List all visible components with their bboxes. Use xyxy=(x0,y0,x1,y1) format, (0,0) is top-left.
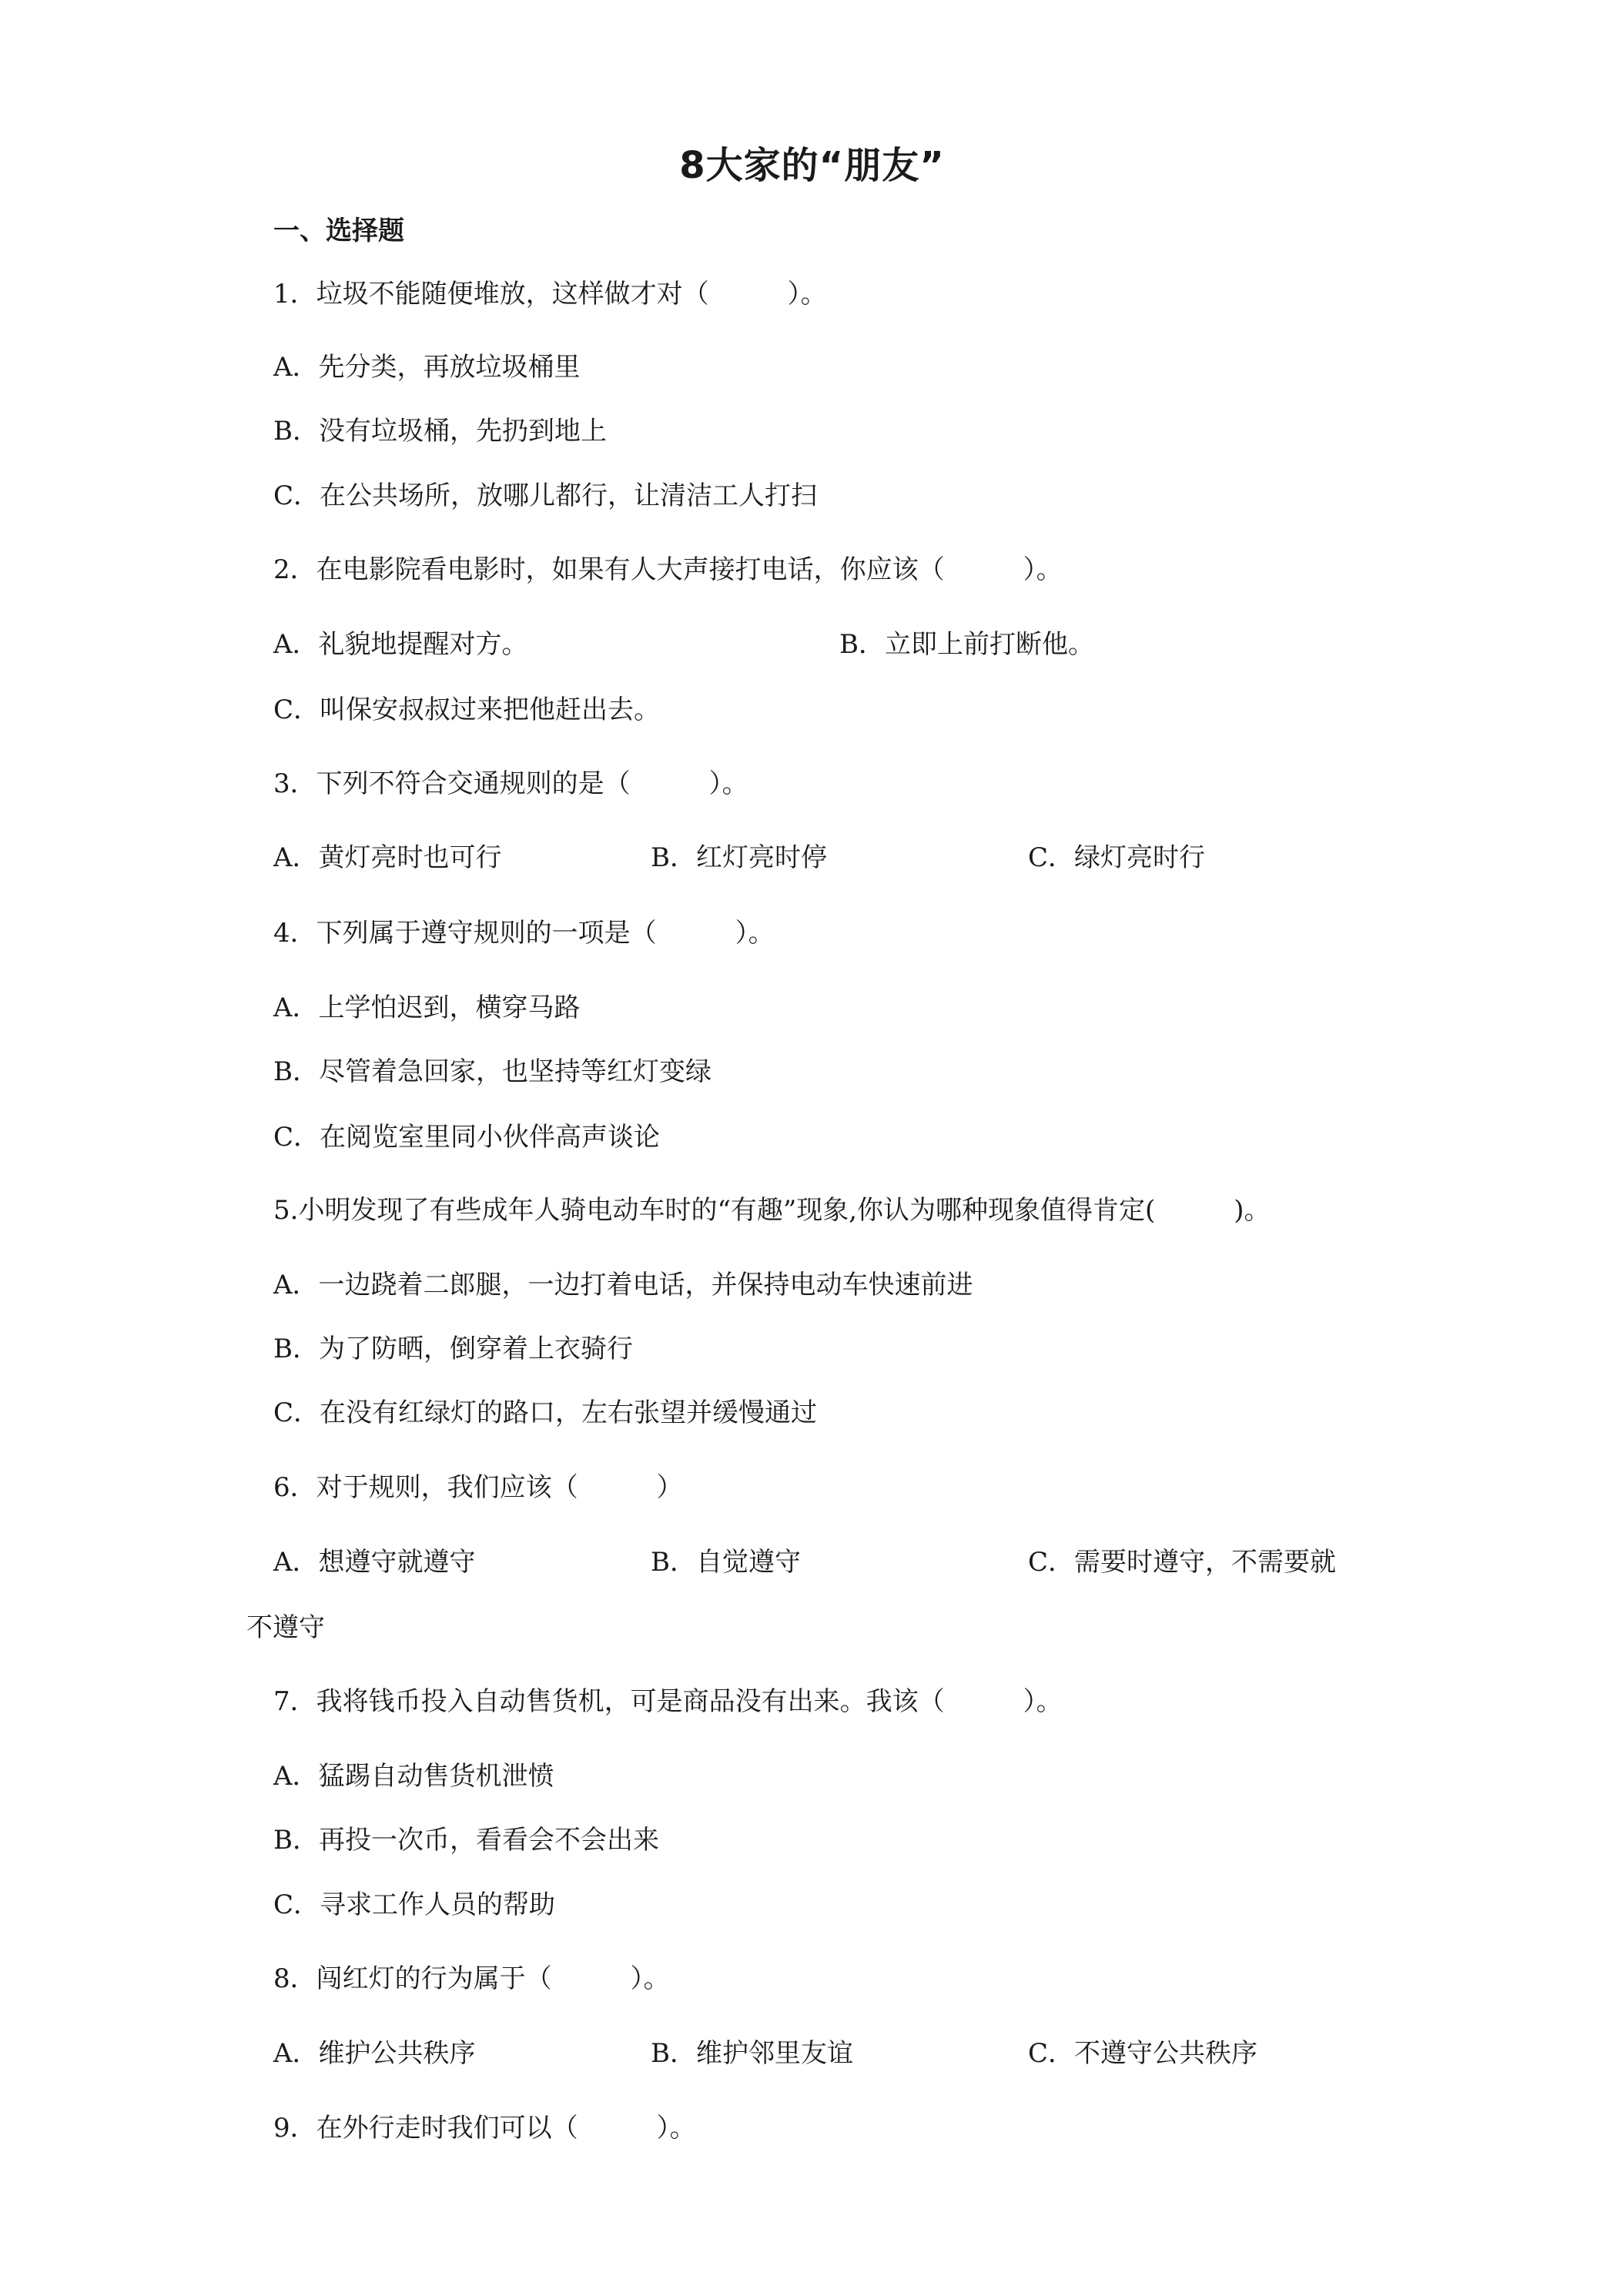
question-8-option-b[interactable]: B．维护邻里友谊 xyxy=(651,2038,853,2069)
question-2-option-b[interactable]: B．立即上前打断他。 xyxy=(839,629,1094,660)
question-5-option-b[interactable]: B．为了防晒，倒穿着上衣骑行 xyxy=(273,1334,633,1364)
question-6-stem: 6．对于规则，我们应该（ ） xyxy=(273,1472,683,1503)
section-heading: 一、选择题 xyxy=(273,216,404,246)
question-1-stem: 1．垃圾不能随便堆放，这样做才对（ ）。 xyxy=(273,279,827,310)
question-6-option-a[interactable]: A．想遵守就遵守 xyxy=(273,1547,476,1578)
question-6-option-c[interactable]: C．需要时遵守，不需要就 xyxy=(1028,1547,1337,1578)
question-7-option-c[interactable]: C．寻求工作人员的帮助 xyxy=(273,1889,556,1920)
question-1-option-b[interactable]: B．没有垃圾桶，先扔到地上 xyxy=(273,416,607,447)
page-title: 8大家的“朋友” xyxy=(679,144,945,187)
question-4-option-c[interactable]: C．在阅览室里同小伙伴高声谈论 xyxy=(273,1122,661,1153)
question-7-option-b[interactable]: B．再投一次币，看看会不会出来 xyxy=(273,1825,659,1856)
question-5-stem: 5.小明发现了有些成年人骑电动车时的“有趣”现象,你认为哪种现象值得肯定( )。 xyxy=(273,1195,1271,1226)
question-3-option-b[interactable]: B．红灯亮时停 xyxy=(651,842,827,873)
question-4-option-a[interactable]: A．上学怕迟到，横穿马路 xyxy=(273,992,581,1023)
question-7-stem: 7．我将钱币投入自动售货机，可是商品没有出来。我该（ ）。 xyxy=(273,1686,1063,1717)
question-8-stem: 8．闯红灯的行为属于（ ）。 xyxy=(273,1963,670,1994)
question-1-option-a[interactable]: A．先分类，再放垃圾桶里 xyxy=(273,352,581,383)
question-7-option-a[interactable]: A．猛踢自动售货机泄愤 xyxy=(273,1761,554,1792)
question-2-option-c[interactable]: C．叫保安叔叔过来把他赶出去。 xyxy=(273,694,661,725)
question-8-option-a[interactable]: A．维护公共秩序 xyxy=(273,2038,476,2069)
question-3-option-a[interactable]: A．黄灯亮时也可行 xyxy=(273,842,502,873)
question-2-stem: 2．在电影院看电影时，如果有人大声接打电话，你应该（ ）。 xyxy=(273,554,1063,585)
question-3-stem: 3．下列不符合交通规则的是（ ）。 xyxy=(273,768,748,799)
question-5-option-c[interactable]: C．在没有红绿灯的路口，左右张望并缓慢通过 xyxy=(273,1397,818,1428)
question-8-option-c[interactable]: C．不遵守公共秩序 xyxy=(1028,2038,1258,2069)
question-6-option-c-continued: 不遵守 xyxy=(246,1612,325,1643)
question-9-stem: 9．在外行走时我们可以（ ）。 xyxy=(273,2113,696,2144)
question-6-option-b[interactable]: B．自觉遵守 xyxy=(651,1547,801,1578)
question-3-option-c[interactable]: C．绿灯亮时行 xyxy=(1028,842,1206,873)
question-4-stem: 4．下列属于遵守规则的一项是（ ）。 xyxy=(273,918,775,949)
question-2-option-a[interactable]: A．礼貌地提醒对方。 xyxy=(273,629,528,660)
question-1-option-c[interactable]: C．在公共场所，放哪儿都行，让清洁工人打扫 xyxy=(273,480,818,511)
question-4-option-b[interactable]: B．尽管着急回家，也坚持等红灯变绿 xyxy=(273,1056,712,1087)
question-5-option-a[interactable]: A．一边跷着二郎腿，一边打着电话，并保持电动车快速前进 xyxy=(273,1270,973,1300)
